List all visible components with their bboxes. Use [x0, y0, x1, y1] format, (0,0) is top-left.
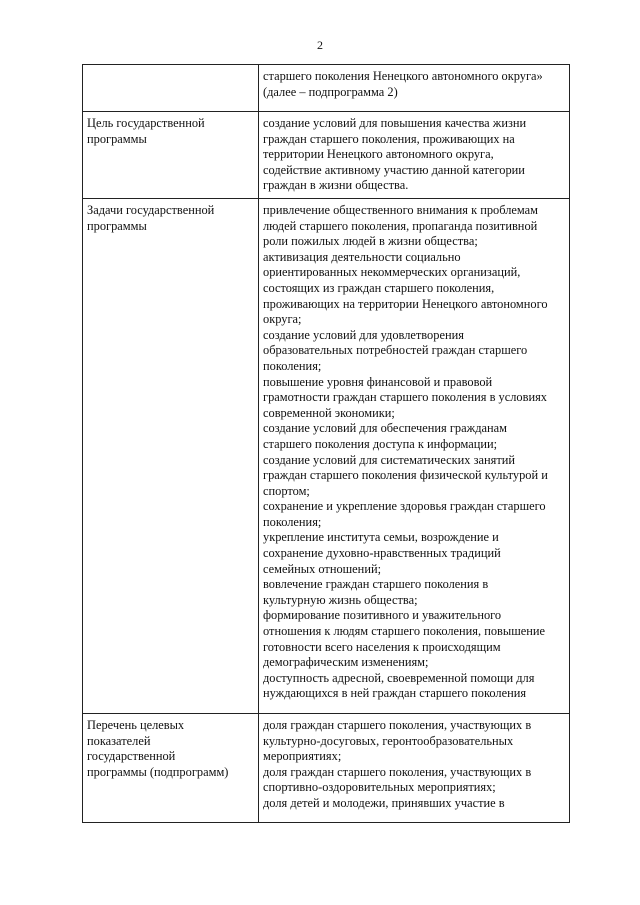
row-value-cell: [259, 65, 570, 112]
row-label-cell: [83, 112, 259, 199]
row-value-line: округа;: [263, 312, 302, 327]
row-value-cell: [259, 199, 570, 714]
row-value-line: доступность адресной, своевременной помощи для: [263, 670, 535, 685]
row-value-line: привлечение общественного внимания к проблемам: [263, 203, 539, 217]
row-value-line: (далее – подпрограмма 2): [263, 84, 398, 99]
row-label-line: программы: [87, 218, 147, 233]
row-label-line: показателей: [87, 733, 151, 748]
page-number: 2: [317, 38, 323, 52]
row-value-line: территории Ненецкого автономного округа,: [263, 147, 494, 162]
row-value-cell: [259, 714, 570, 823]
row-value-line: демографическим изменениям;: [263, 655, 429, 670]
row-value-line: граждан в жизни общества.: [263, 178, 409, 193]
row-value-line: создание условий для систематических занятий: [263, 452, 516, 467]
row-value-line: проживающих на территории Ненецкого автономного: [263, 296, 548, 311]
program-passport-table: [82, 64, 570, 823]
row-value-line: создание условий для повышения качества жизни: [263, 116, 527, 130]
row-value-line: старшего поколения Ненецкого автономного округа»: [263, 69, 543, 83]
row-label-cell: [83, 199, 259, 714]
row-value-line: сохранение и укрепление здоровья граждан старшего: [263, 499, 546, 514]
row-label-line: Цель государственной: [87, 116, 205, 130]
row-label-line: государственной: [87, 749, 176, 764]
table-row: [83, 714, 570, 823]
row-value-line: сохранение духовно-нравственных традиций: [263, 546, 501, 561]
row-value-line: современной экономики;: [263, 405, 395, 420]
row-label-cell: [83, 65, 259, 112]
table-row: [83, 65, 570, 112]
row-value-line: грамотности граждан старшего поколения в условиях: [263, 390, 547, 405]
row-value-cell: [259, 112, 570, 199]
row-label-line: программы: [87, 131, 147, 146]
row-value-line: состоящих из граждан старшего поколения,: [263, 280, 495, 295]
row-value-line: старшего поколения доступа к информации;: [263, 436, 498, 451]
row-value-line: доля детей и молодежи, принявших участие в: [263, 795, 505, 810]
row-value-line: готовности всего населения к происходящим: [263, 639, 501, 654]
table-row: [83, 112, 570, 199]
row-value-line: содействие активному участию данной категории: [263, 162, 525, 177]
row-value-line: граждан старшего поколения, проживающих на: [263, 131, 515, 146]
row-value-line: спортом;: [263, 483, 310, 498]
row-value-line: культурную жизнь общества;: [263, 592, 418, 607]
row-value-line: мероприятиях;: [263, 749, 342, 764]
row-value-line: укрепление института семьи, возрождение и: [263, 530, 499, 545]
row-value-line: формирование позитивного и уважительного: [263, 608, 502, 623]
row-value-line: создание условий для удовлетворения: [263, 327, 464, 342]
row-label-line: программы (подпрограмм): [87, 764, 229, 779]
row-value-line: ориентированных некоммерческих организаций,: [263, 265, 521, 280]
row-value-line: повышение уровня финансовой и правовой: [263, 374, 493, 389]
row-value-line: активизация деятельности социально: [263, 249, 461, 264]
row-value-line: доля граждан старшего поколения, участвующих в: [263, 718, 532, 732]
table-row: [83, 199, 570, 714]
row-value-line: семейных отношений;: [263, 561, 382, 576]
row-value-line: образовательных потребностей граждан старшего: [263, 343, 528, 358]
row-value-line: нуждающихся в ней граждан старшего поколения: [263, 686, 527, 701]
row-value-line: поколения;: [263, 358, 322, 373]
row-value-line: доля граждан старшего поколения, участвующих в: [263, 764, 532, 779]
row-value-line: поколения;: [263, 514, 322, 529]
row-value-line: культурно-досуговых, геронтообразовательных: [263, 733, 514, 748]
row-value-line: граждан старшего поколения физической культурой и: [263, 468, 548, 483]
row-value-line: людей старшего поколения, пропаганда позитивной: [263, 218, 538, 233]
row-value-line: роли пожилых людей в жизни общества;: [263, 234, 478, 249]
row-label-line: Задачи государственной: [87, 203, 215, 217]
row-value-line: вовлечение граждан старшего поколения в: [263, 577, 489, 592]
row-label-line: Перечень целевых: [87, 718, 185, 732]
row-value-line: отношения к людям старшего поколения, повышение: [263, 624, 546, 639]
row-label-cell: [83, 714, 259, 823]
row-value-line: создание условий для обеспечения гражданам: [263, 421, 507, 436]
row-value-line: спортивно-оздоровительных мероприятиях;: [263, 780, 496, 795]
